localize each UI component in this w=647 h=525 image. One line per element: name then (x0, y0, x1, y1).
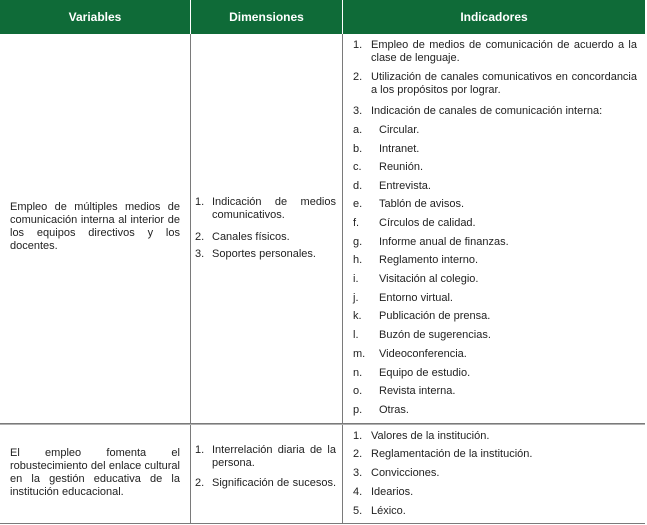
row-divider (0, 424, 645, 425)
row1-variable: Empleo de múltiples medios de comunicación interna al interior de los equipos directivos y los docentes. (10, 201, 180, 252)
header-dimensiones: Dimensiones (229, 10, 304, 24)
header-variables: Variables (68, 10, 122, 24)
table-header (0, 0, 645, 34)
table-bottom-border (0, 523, 645, 524)
header-indicadores: Indicadores (460, 10, 528, 24)
column-divider (342, 34, 343, 524)
indicators-table: Variables Dimensiones Indicadores Empleo de múltiples medios de comunicación interna al interior de los equipos directivos y los docentes. 1. Indicación de medios comunicativos. 2. Canales físicos. 3. Soportes personales. 1. Empleo de medios de comunicación de acuerdo a la clase de lenguaje. 2. Utilización de canales comunicativos en concordancia a los propósitos por lograr. 3. Indicación de canales de comunicación interna: a. Circular. b. Intranet. c. Reunión. d. Entrevista. e. Tablón de avisos. f. Círculos de calidad. g. Informe anual de finanzas. h. Reglamento interno. i. Visitación al colegio. j. Entorno virtual. k. Publicación de prensa. l. Buzón de sugerencias. m. Videoconferencia. n. Equipo de estudio. o. Revista interna. p. Otras. El empleo fomenta el robustecimiento del enlace cultural en la gestión educativa de la institución educacional. 1. Interrelación diaria de la persona. 2. Significación de sucesos. 1. Valores de la institución. 2. Reglamentación de la institución. 3. Convicciones. 4. Idearios. 5. Léxico. (0, 0, 645, 525)
column-divider (190, 34, 191, 524)
row2-variable: El empleo fomenta el robustecimiento del enlace cultural en la gestión educativa de la institución educacional. (10, 447, 180, 498)
